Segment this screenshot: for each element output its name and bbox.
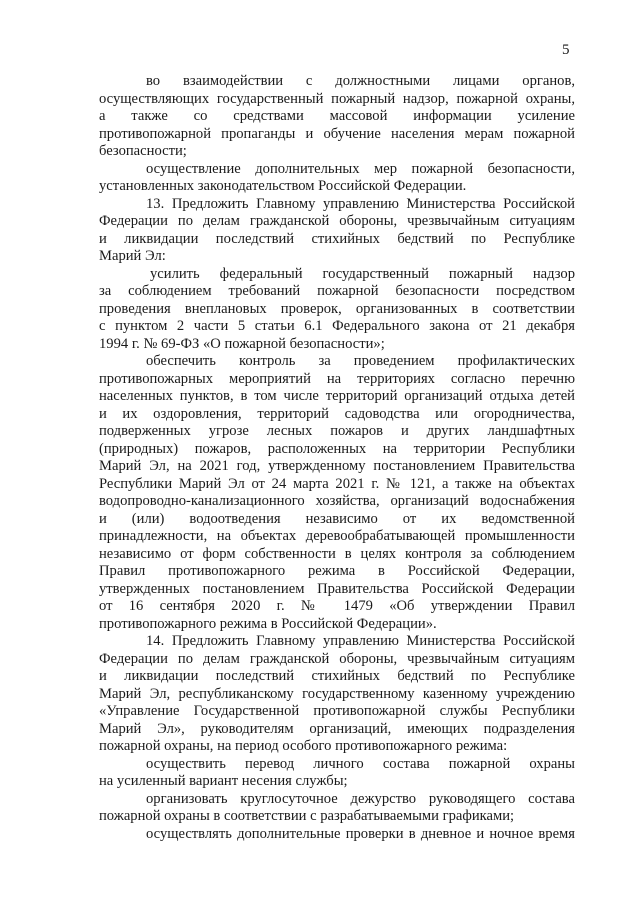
- text-line: пожарной охраны в соответствии с разрабатываемыми графиками;: [99, 808, 515, 824]
- text-line: Марий Эл, на 2021 год, утвержденному постановлением Правительства: [99, 458, 575, 474]
- text-line: усилить федеральный государственный пожарный надзор: [150, 265, 575, 282]
- text-line: с пунктом 2 части 5 статьи 6.1 Федерального закона от 21 декабря: [99, 318, 575, 334]
- text-line: независимо от форм собственности в целях контроля за соблюдением: [99, 545, 575, 562]
- text-line: осуществить перевод личного состава пожарной охраны: [146, 755, 575, 772]
- text-line: установленных законодательством Российской Федерации.: [99, 178, 467, 194]
- text-line: Марий Эл, республиканскому государственному казенному учреждению: [99, 685, 575, 702]
- text-line: и ликвидации последствий стихийных бедствий по Республике: [99, 668, 575, 684]
- text-line: а также со средствами массовой информации усиление: [99, 108, 575, 124]
- text-line: (природных) пожаров, расположенных на территории Республики: [99, 440, 575, 457]
- text-line: противопожарной пропаганды и обучение населения мерам пожарной: [99, 125, 575, 142]
- text-line: и их оздоровления, территорий садоводства или огородничества,: [99, 405, 575, 422]
- document-body: [99, 73, 575, 843]
- text-line: Правил противопожарного режима в Российской Федерации,: [99, 563, 575, 579]
- text-line: утвержденных постановлением Правительства Российской Федерации: [99, 580, 575, 597]
- text-line: за соблюдением требований пожарной безопасности посредством: [99, 283, 575, 299]
- paragraph: [99, 633, 575, 756]
- text-line: и ликвидации последствий стихийных бедствий по Республике: [99, 230, 575, 247]
- text-line: организовать круглосуточное дежурство руководящего состава: [146, 790, 575, 807]
- text-line: подверженных угрозе лесных пожаров и других ландшафтных: [99, 423, 575, 439]
- paragraph: [99, 266, 575, 354]
- text-line: принадлежности, на объектах деревообрабатывающей промышленности: [99, 528, 575, 544]
- text-line: противопожарных мероприятий на территориях согласно перечню: [99, 370, 575, 387]
- text-line: Федерации по делам гражданской обороны, чрезвычайным ситуациям: [99, 650, 575, 667]
- text-line: осуществление дополнительных мер пожарной безопасности,: [146, 160, 575, 177]
- paragraph: [99, 756, 575, 791]
- paragraph: [99, 161, 575, 196]
- text-line: на усиленный вариант несения службы;: [99, 773, 348, 789]
- paragraph: [99, 73, 575, 161]
- text-line: обеспечить контроль за проведением профилактических: [146, 353, 575, 369]
- text-line: противопожарного режима в Российской Федерации».: [99, 615, 437, 632]
- paragraph: [99, 353, 575, 633]
- text-line: 1994 г. № 69-ФЗ «О пожарной безопасности»;: [99, 335, 385, 352]
- text-line: «Управление Государственной противопожарной службы Республики: [99, 703, 575, 719]
- paragraph: [99, 826, 575, 844]
- text-line: пожарной охраны, на период особого противопожарного режима:: [99, 738, 508, 754]
- text-line: проведения внеплановых проверок, организованных в соответствии: [99, 300, 575, 317]
- text-line: и (или) водоотведения независимо от их ведомственной: [99, 510, 575, 527]
- paragraph: [99, 196, 575, 266]
- text-line: Марий Эл», руководителям организаций, имеющих подразделения: [99, 720, 575, 737]
- text-line: от 16 сентября 2020 г. № 1479 «Об утверждении Правил: [99, 598, 575, 614]
- text-line: осуществлять дополнительные проверки в дневное и ночное время: [146, 825, 575, 842]
- text-line: безопасности;: [99, 143, 187, 159]
- text-line: 14. Предложить Главному управлению Министерства Российской: [146, 633, 575, 649]
- paragraph: [99, 791, 575, 826]
- text-line: Федерации по делам гражданской обороны, чрезвычайным ситуациям: [99, 213, 575, 229]
- text-line: во взаимодействии с должностными лицами органов,: [146, 73, 575, 89]
- text-line: населенных пунктов, в том числе территорий организаций отдыха детей: [99, 388, 575, 404]
- text-line: Республики Марий Эл от 24 марта 2021 г. № 121, а также на объектах: [99, 475, 575, 492]
- text-line: водопроводно-канализационного хозяйства, организаций водоснабжения: [99, 493, 575, 509]
- text-line: Марий Эл:: [99, 248, 166, 264]
- text-line: осуществляющих государственный пожарный надзор, пожарной охраны,: [99, 90, 575, 107]
- text-line: 13. Предложить Главному управлению Министерства Российской: [146, 195, 575, 212]
- page-number: 5: [562, 42, 570, 58]
